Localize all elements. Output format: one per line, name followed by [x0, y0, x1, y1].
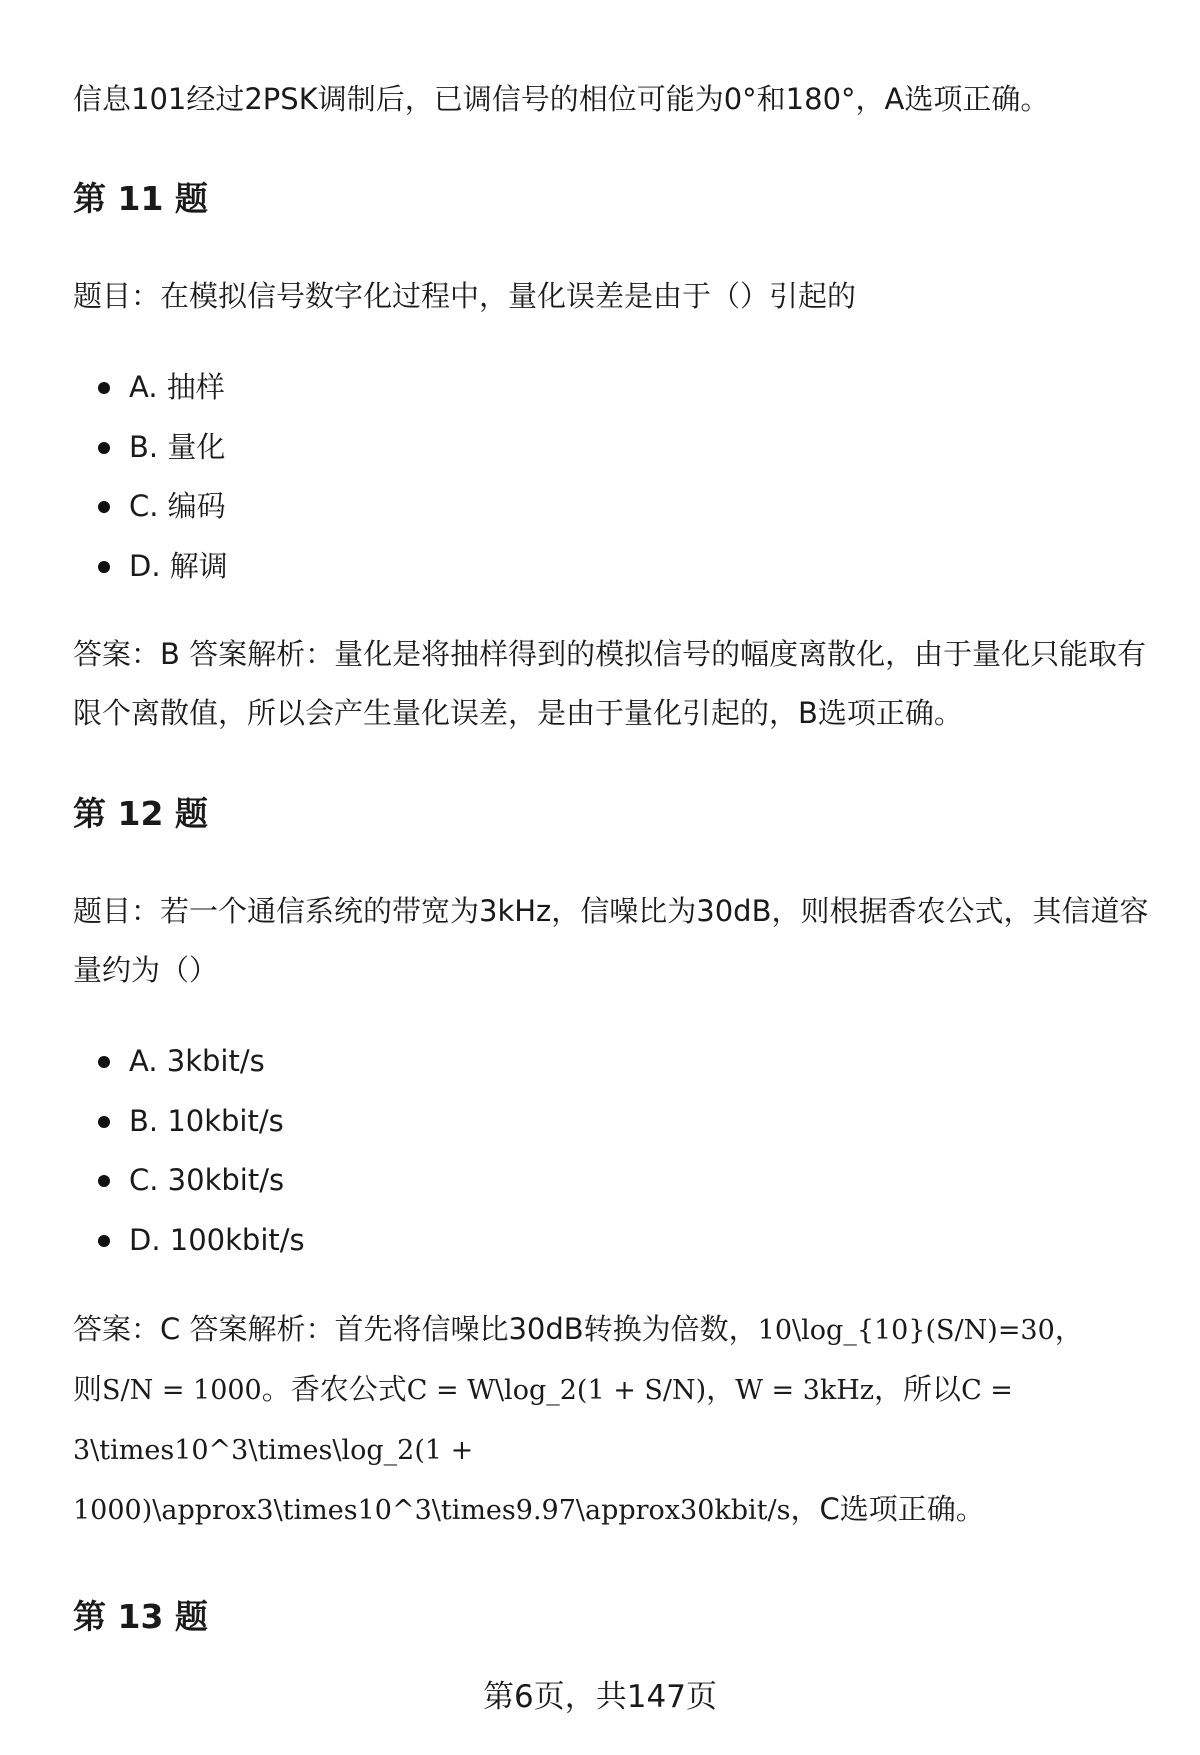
q12-heading: 第 12 题: [73, 794, 208, 833]
q12-answer-line-4: [73, 1480, 1153, 1540]
option-label: C. 30kbit/s: [129, 1163, 285, 1197]
math-expression: 3\times10^3\times\log_2(1 +: [73, 1435, 474, 1466]
q11-option-c: [73, 477, 228, 537]
bullet-icon: [98, 561, 110, 573]
math-expression: C =: [961, 1375, 1013, 1406]
page-number-footer: 第6页，共147页: [483, 1679, 717, 1715]
q13-heading: 第 13 题: [73, 1597, 208, 1636]
option-label: B. 量化: [129, 429, 226, 464]
answer-text: ，: [706, 1372, 736, 1406]
answer-text: ，: [1054, 1312, 1084, 1346]
q12-option-a: [73, 1032, 305, 1092]
option-label: A. 抽样: [129, 370, 225, 404]
bullet-icon: [98, 1056, 110, 1068]
q12-answer-line-2: [73, 1360, 1153, 1420]
q11-question: 题目：在模拟信号数字化过程中，量化误差是由于（）引起的: [73, 279, 857, 313]
bullet-icon: [98, 1116, 110, 1128]
q12-answer-line-3: [73, 1420, 1153, 1480]
q12-answer-line-1: [73, 1300, 1153, 1360]
bullet-icon: [98, 382, 110, 394]
bullet-icon: [98, 442, 110, 454]
math-expression: 10\log_{10}(S/N)=30: [757, 1315, 1055, 1346]
q12-option-b: [73, 1092, 305, 1152]
math-expression: W = 3kHz: [735, 1375, 875, 1406]
q12-options: [73, 1032, 305, 1270]
option-label: D. 解调: [129, 548, 228, 583]
bullet-icon: [98, 1235, 110, 1247]
option-label: A. 3kbit/s: [129, 1044, 265, 1078]
intro-line: 信息101经过2PSK调制后，已调信号的相位可能为0°和180°，A选项正确。: [73, 82, 1050, 116]
q12-answer: [73, 1300, 1153, 1540]
q12-question: 题目：若一个通信系统的带宽为3kHz，信噪比为30dB，则根据香农公式，其信道容量约为（）: [73, 894, 1149, 987]
answer-text: 则: [73, 1372, 103, 1406]
option-label: B. 10kbit/s: [129, 1103, 284, 1138]
q11-answer: 答案：B 答案解析：量化是将抽样得到的模拟信号的幅度离散化，由于量化只能取有限个离散值，所以会产生量化误差，是由于量化引起的，B选项正确。: [73, 637, 1147, 730]
q11-options: [73, 358, 228, 596]
answer-text: 答案：C 答案解析：首先将信噪比30dB转换为倍数，: [73, 1312, 758, 1346]
answer-text: 。香农公式: [261, 1372, 407, 1406]
answer-text: ，所以: [874, 1372, 962, 1406]
bullet-icon: [98, 501, 110, 513]
math-expression: 1000)\approx3\times10^3\times9.97\approx30kbit/s: [73, 1495, 791, 1526]
q12-option-d: [73, 1211, 305, 1271]
math-expression: C = W\log_2(1 + S/N): [406, 1375, 707, 1406]
option-label: D. 100kbit/s: [129, 1222, 305, 1257]
answer-text: ，C选项正确。: [790, 1492, 985, 1526]
math-expression: S/N = 1000: [102, 1375, 262, 1406]
option-label: C. 编码: [129, 489, 226, 523]
q11-heading: 第 11 题: [73, 179, 208, 218]
q11-option-a: [73, 358, 228, 418]
q11-option-d: [73, 537, 228, 597]
q12-option-c: [73, 1151, 305, 1211]
q11-option-b: [73, 418, 228, 478]
bullet-icon: [98, 1175, 110, 1187]
